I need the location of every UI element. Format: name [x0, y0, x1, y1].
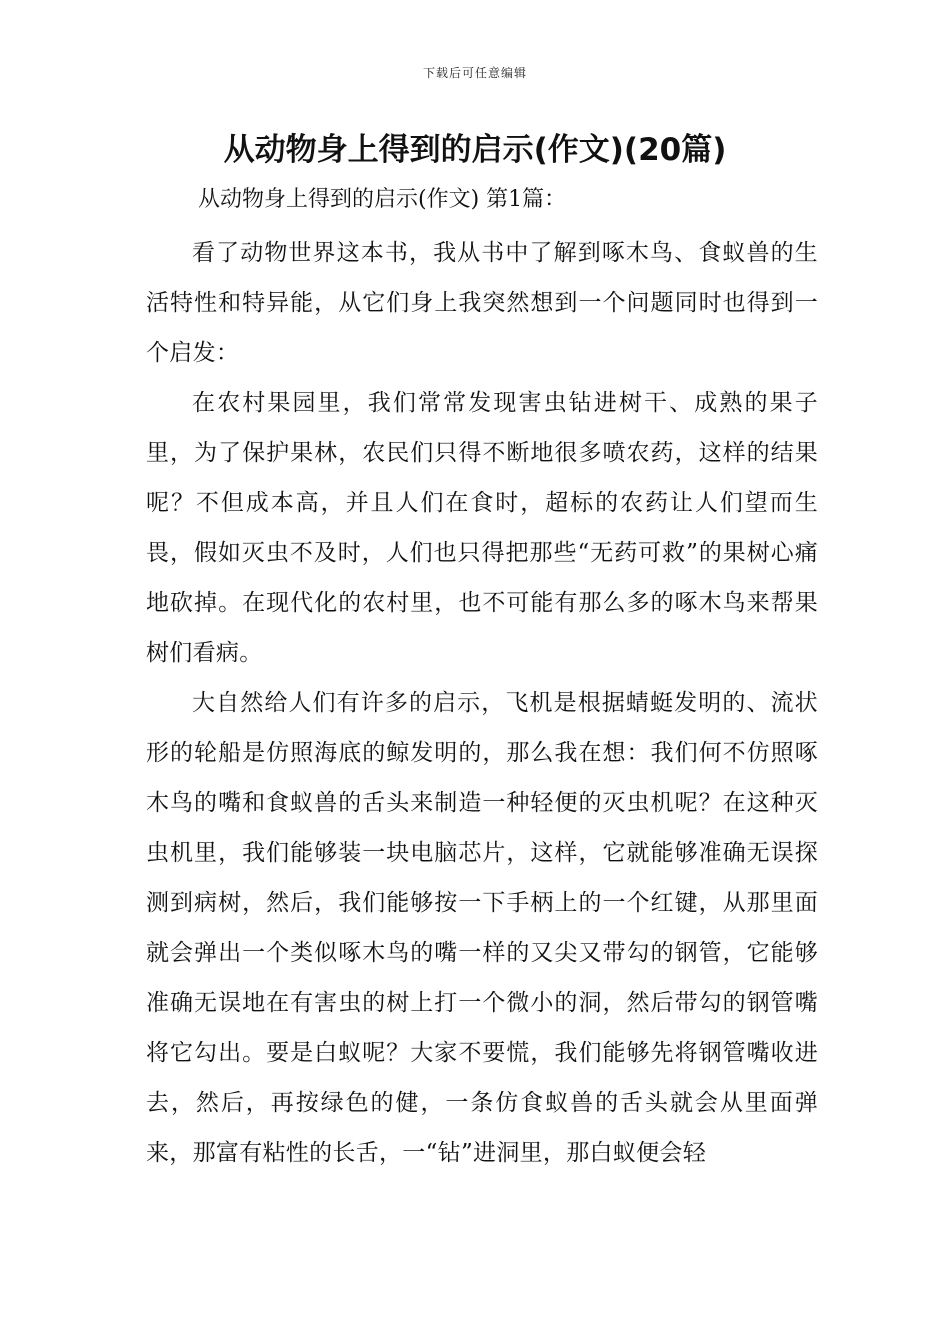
header-note: 下载后可任意编辑: [422, 66, 527, 80]
section-subtitle: 从动物身上得到的启示(作文) 第1篇：: [198, 187, 567, 212]
paragraph-3: 大自然给人们有许多的启示，飞机是根据蜻蜓发明的、流状形的轮船是仿照海底的鲸发明的，那么我在想：我们何不仿照啄木鸟的嘴和食蚁兽的舌头来制造一种轻便的灭虫机呢？在这种灭虫机里，我们能够装一块电脑芯片，这样，它就能够准确无误探测到病树，然后，我们能够按一下手柄上的一个红键，从那里面就会弹出一个类似啄木鸟的嘴一样的又尖又带勾的钢管，它能够准确无误地在有害虫的树上打一个微小的洞，然后带勾的钢管嘴将它勾出。要是白蚁呢？大家不要慌，我们能够先将钢管嘴收进去，然后，再按绿色的健，一条仿食蚁兽的舌头就会从里面弹来，那富有粘性的长舌，一“钻”进洞里，那白蚁便会轻: [146, 690, 818, 1166]
document-title: 从动物身上得到的启示(作文)(20篇): [223, 132, 727, 168]
document-body: [146, 228, 818, 1178]
paragraph-2: 在农村果园里，我们常常发现害虫钻进树干、成熟的果子里，为了保护果林，农民们只得不断地很多喷农药，这样的结果呢？不但成本高，并且人们在食时，超标的农药让人们望而生畏，假如灭虫不及时，人们也只得把那些“无药可救”的果树心痛地砍掉。在现代化的农村里，也不可能有那么多的啄木鸟来帮果树们看病。: [146, 390, 818, 666]
paragraph-1: 看了动物世界这本书，我从书中了解到啄木鸟、食蚁兽的生活特性和特异能，从它们身上我突然想到一个问题同时也得到一个启发：: [146, 240, 818, 366]
